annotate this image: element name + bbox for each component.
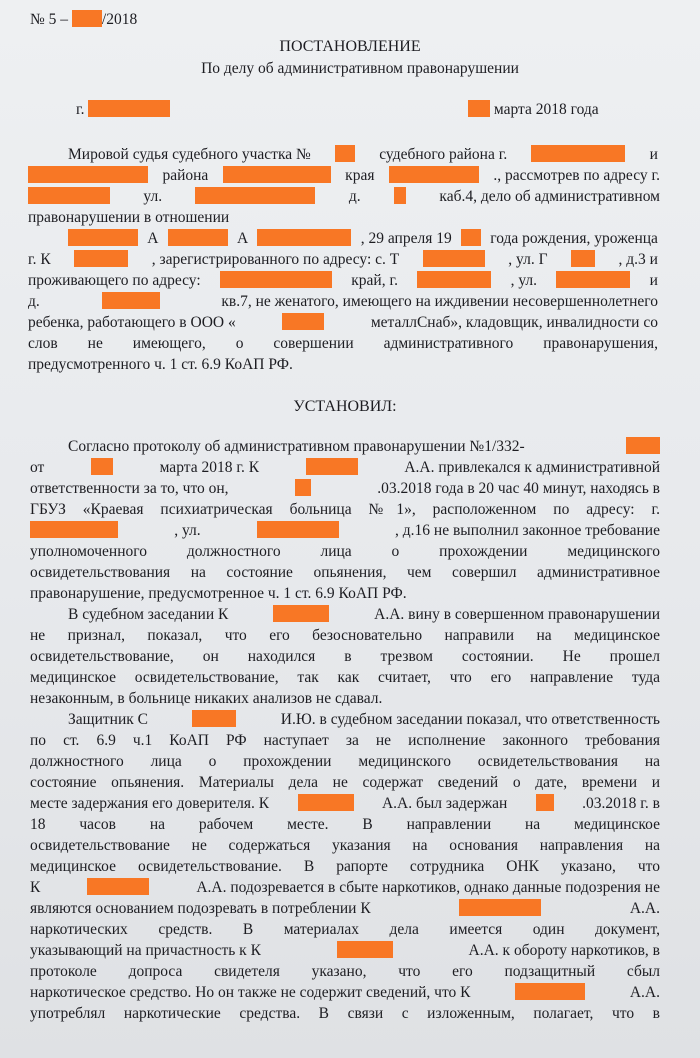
redaction [91,458,113,475]
redaction [28,166,148,183]
body-line: не признал, показал, что его безосновательно направили на медицинское [30,627,660,644]
redaction [459,899,541,916]
redaction [88,100,170,117]
redaction [337,941,393,958]
body-line: Защитник С И.Ю. в судебном заседании показал, что ответственность [68,711,660,728]
redaction [74,250,128,267]
redaction [168,229,228,246]
intro-line: г. К , зарегистрированного по адресу: с. Т , ул. Г , д.3 и [28,251,658,268]
redaction [394,187,406,204]
body-line: незаконным, в больнице никаких анализов не сдавал. [30,690,383,707]
intro-line: предусмотренного ч. 1 ст. 6.9 КоАП РФ. [28,356,293,373]
case-number: № 5 – /2018 [30,11,138,28]
body-line: употреблял наркотические средства. В связи с изложенным, полагает, что в [30,1005,660,1022]
section-title: УСТАНОВИЛ: [293,398,397,415]
body-line: наркотическое средство. Но он также не содержит сведений, что К А.А. [30,984,660,1001]
date-line: марта 2018 года [468,100,599,120]
redaction [273,605,329,622]
intro-line: слов не имеющего, о совершении административного правонарушения, [28,335,658,352]
body-line: освидетельствование не содержаться указания на основания направления на [30,837,660,854]
redaction [192,710,236,727]
body-line: уполномоченного должностного лица о прохождении медицинского [30,543,660,560]
redaction [72,10,102,27]
redaction [257,521,339,538]
body-line: месте задержания его доверителя. К А.А. был задержан .03.2018 г. в [30,795,660,812]
redaction [282,313,324,330]
redaction [257,229,351,246]
redaction [515,983,585,1000]
intro-line: А А , 29 апреля 19 года рождения, уроженца [68,229,658,249]
redaction [626,437,660,454]
intro-line: правонарушении в отношении [28,209,230,226]
body-line: ГБУЗ «Краевая психиатрическая больница №1», расположенном по адресу: г. [30,501,660,518]
intro-line: района края ., рассмотрев по адресу г. [28,166,660,186]
redaction [556,271,630,288]
redaction [468,100,490,117]
redaction [417,271,491,288]
body-line: от марта 2018 г. К А.А. привлекался к административной [30,459,660,476]
redaction [195,187,315,204]
body-line: должностного лица о прохождении медицинского освидетельствования на [30,753,660,770]
body-line: по ст. 6.9 ч.1 КоАП РФ наступает за не исполнение законного требования [30,732,660,749]
redaction [389,166,479,183]
redaction [87,878,149,895]
redaction [335,145,355,162]
body-line: протоколе допроса свидетеля указано, что его подзащитный сбыл [30,963,660,980]
redaction [295,479,311,496]
body-line: состояние опьянения. Материалы дела не содержат сведений о дате, времени и [30,774,660,791]
redaction [298,794,354,811]
redaction [423,250,485,267]
intro-line: ребенка, работающего в ООО « металлСнаб», кладовщик, инвалидности со [28,314,658,331]
body-line: ответственности за то, что он, .03.2018 года в 20 час 40 минут, находясь в [30,480,660,497]
city-line: г. [76,100,170,120]
intro-line: ул. д. каб.4, дело об административном [28,187,660,207]
body-line: В судебном заседании К А.А. вину в совершенном правонарушении [68,606,660,623]
intro-line: Мировой судья судебного участка № судебного района г. и [68,146,658,163]
redaction [220,271,332,288]
document-title: ПОСТАНОВЛЕНИЕ [279,38,421,55]
redaction [571,250,595,267]
body-line: 18 часов на рабочем месте. В направлении на медицинское [30,816,660,833]
body-line: указывающий на причастность к К А.А. к обороту наркотиков, в [30,942,660,959]
body-line: правонарушение, предусмотренное ч. 1 ст. 6.9 КоАП РФ. [30,585,407,602]
redaction [531,145,625,162]
intro-line: д. кв.7, не женатого, имеющего на иждивении несовершеннолетнего [28,293,658,310]
document-subtitle: По делу об административном правонарушении [201,60,519,77]
body-line: К А.А. подозревается в сбыте наркотиков, однако данные подозрения не [30,879,660,896]
body-line: освидетельствование, он находился в трезвом состоянии. Не прошел [30,648,660,665]
redaction [30,521,118,538]
intro-line: проживающего по адресу: край, г. , ул. и [28,272,658,289]
body-line: являются основанием подозревать в потреблении К А.А. [30,900,660,917]
redaction [28,187,110,204]
redaction [536,794,554,811]
body-line: , ул. , д.16 не выполнил законное требование [30,521,660,541]
body-line: медицинское освидетельствование. В рапорте сотрудника ОНК указано, что [30,858,660,875]
body-line: медицинское освидетельствование, так как считает, что его направление туда [30,669,660,686]
body-line: наркотических средств. В материалах дела имеется один документ, [30,921,660,938]
redaction [461,229,481,246]
redaction [68,229,138,246]
redaction [306,458,358,475]
body-line: Согласно протоколу об административном правонарушении №1/332- [68,437,660,457]
body-line: освидетельствования на состояние опьянения, чем совершил административное [30,564,660,581]
redaction [223,166,331,183]
redaction [102,292,160,309]
